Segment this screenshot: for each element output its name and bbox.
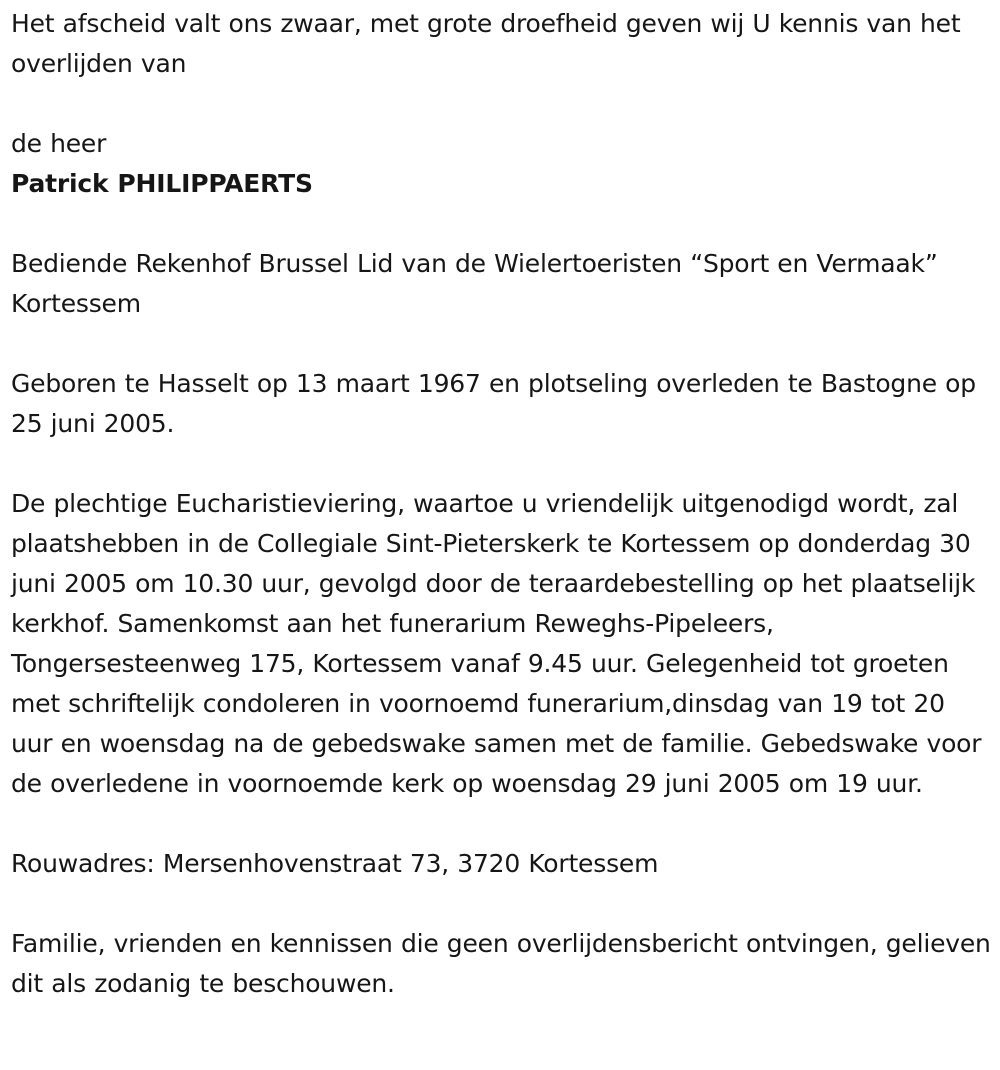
spacer [11, 884, 991, 924]
spacer [11, 804, 991, 844]
obituary-notice [11, 4, 991, 1004]
ceremony-paragraph: De plechtige Eucharistieviering, waartoe u vriendelijk uitgenodigd wordt, zal plaatshebben in de Collegiale Sint-Pieterskerk te Kortessem op donderdag 30 juni 2005 om 10.30 uur, gevolgd door de teraardebestelling op het plaatselijk kerkhof. Samenkomst aan het funerarium Reweghs-Pipeleers, Tongersesteenweg 175, Kortessem vanaf 9.45 uur. Gelegenheid tot groeten met schriftelijk condoleren in voornoemd funerarium,dinsdag van 19 tot 20 uur en woensdag na de gebedswake samen met de familie. Gebedswake voor de overledene in voornoemde kerk op woensdag 29 juni 2005 om 19 uur. [11, 489, 982, 798]
birth-death-paragraph: Geboren te Hasselt op 13 maart 1967 en plotseling overleden te Bastogne op 25 juni 2005. [11, 369, 976, 438]
occupation-paragraph: Bediende Rekenhof Brussel Lid van de Wielertoeristen “Sport en Vermaak” Kortessem [11, 249, 938, 318]
salutation: de heer [11, 129, 107, 158]
intro-paragraph: Het afscheid valt ons zwaar, met grote droefheid geven wij U kennis van het overlijden van [11, 9, 961, 78]
mourning-address: Rouwadres: Mersenhovenstraat 73, 3720 Kortessem [11, 849, 659, 878]
closing-paragraph: Familie, vrienden en kennissen die geen overlijdensbericht ontvingen, gelieven dit als zodanig te beschouwen. [11, 929, 991, 998]
deceased-name: Patrick PHILIPPAERTS [11, 169, 313, 198]
spacer [11, 84, 991, 124]
spacer [11, 444, 991, 484]
spacer [11, 324, 991, 364]
spacer [11, 204, 991, 244]
